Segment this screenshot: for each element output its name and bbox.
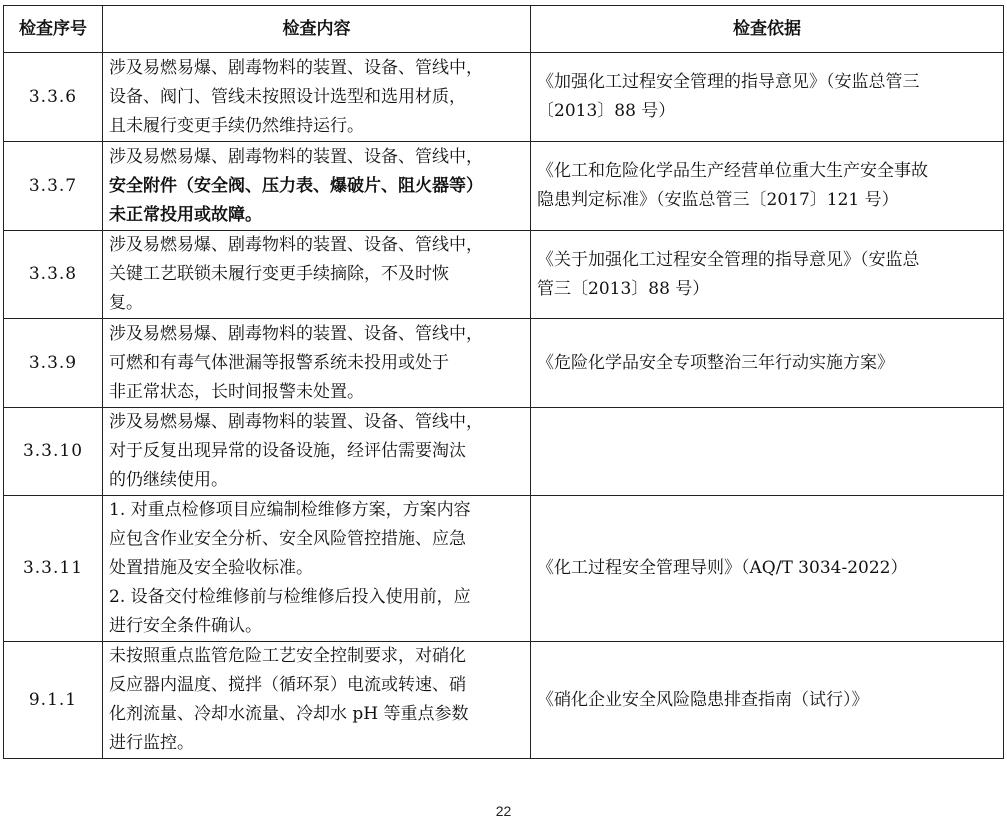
basis-line: 《加强化工过程安全管理的指导意见》（安监总管三	[537, 72, 920, 92]
row-number: 3.3.6	[4, 53, 103, 142]
content-line: 反应器内温度、搅拌（循环泵）电流或转速、硝	[109, 675, 466, 695]
basis-line: 《危险化学品安全专项整治三年行动实施方案》	[537, 352, 894, 373]
content-line: 处置措施及安全验收标准。	[109, 558, 313, 578]
content-line: 非正常状态，长时间报警未处置。	[109, 381, 364, 402]
basis-line: 《关于加强化工过程安全管理的指导意见》（安监总	[537, 249, 920, 270]
row-content	[103, 53, 531, 142]
table-row	[4, 408, 1004, 496]
header-basis: 检查依据	[531, 6, 1004, 53]
row-basis	[531, 231, 1004, 319]
table-row	[4, 496, 1004, 642]
content-line: 未按照重点监管危险工艺安全控制要求，对硝化	[109, 646, 466, 666]
basis-line: 《硝化企业安全风险隐患排查指南（试行）》	[537, 689, 869, 710]
row-basis	[531, 642, 1004, 759]
row-content	[103, 496, 531, 642]
basis-line: 隐患判定标准》（安监总管三〔2017〕121 号）	[537, 190, 899, 210]
content-line: 且未履行变更手续仍然维持运行。	[109, 115, 364, 136]
content-line: 涉及易燃易爆、剧毒物料的装置、设备、管线中，	[109, 235, 483, 255]
content-line: 复。	[109, 293, 143, 313]
row-content	[103, 142, 531, 231]
row-content	[103, 231, 531, 319]
content-line: 涉及易燃易爆、剧毒物料的装置、设备、管线中，	[109, 412, 483, 432]
content-line: 对于反复出现异常的设备设施，经评估需要淘汰	[109, 441, 466, 461]
inspection-table	[3, 5, 1004, 759]
row-number: 9.1.1	[4, 642, 103, 759]
basis-line: 〔2013〕88 号）	[537, 101, 676, 121]
row-content	[103, 319, 531, 408]
row-basis	[531, 142, 1004, 231]
content-line: 化剂流量、冷却水流量、冷却水 pH 等重点参数	[109, 704, 469, 724]
content-line: 涉及易燃易爆、剧毒物料的装置、设备、管线中，	[109, 57, 483, 78]
header-number: 检查序号	[4, 6, 103, 53]
basis-line: 《化工过程安全管理导则》（AQ/T 3034-2022）	[537, 558, 908, 578]
table-row	[4, 319, 1004, 408]
row-basis	[531, 496, 1004, 642]
content-line: 的仍继续使用。	[109, 470, 228, 490]
content-line: 设备、阀门、管线未按照设计选型和选用材质，	[109, 86, 466, 107]
table-header-row	[4, 6, 1004, 53]
row-basis	[531, 53, 1004, 142]
row-content	[103, 642, 531, 759]
content-line: 进行安全条件确认。	[109, 616, 262, 636]
row-basis	[531, 319, 1004, 408]
content-line: 进行监控。	[109, 733, 194, 753]
row-number: 3.3.8	[4, 231, 103, 319]
content-line: 涉及易燃易爆、剧毒物料的装置、设备、管线中，	[109, 323, 483, 344]
content-line: 关键工艺联锁未履行变更手续摘除，不及时恢	[109, 264, 449, 284]
header-content: 检查内容	[103, 6, 531, 53]
table-row	[4, 53, 1004, 142]
basis-line: 管三〔2013〕88 号）	[537, 278, 710, 299]
row-number: 3.3.11	[4, 496, 103, 642]
content-line-bold: 未正常投用或故障。	[109, 204, 262, 225]
page-number: 22	[495, 803, 512, 819]
content-line: 1. 对重点检修项目应编制检维修方案，方案内容	[109, 500, 471, 520]
row-content	[103, 408, 531, 496]
content-line: 2. 设备交付检维修前与检维修后投入使用前，应	[109, 587, 471, 607]
row-basis-empty	[531, 408, 1004, 496]
content-line-bold: 安全附件（安全阀、压力表、爆破片、阻火器等）	[109, 175, 483, 196]
basis-line: 《化工和危险化学品生产经营单位重大生产安全事故	[537, 161, 928, 181]
content-line: 涉及易燃易爆、剧毒物料的装置、设备、管线中，	[109, 146, 483, 167]
content-line: 可燃和有毒气体泄漏等报警系统未投用或处于	[109, 352, 449, 373]
table-row	[4, 642, 1004, 759]
row-number: 3.3.9	[4, 319, 103, 408]
row-number: 3.3.10	[4, 408, 103, 496]
row-number: 3.3.7	[4, 142, 103, 231]
content-line: 应包含作业安全分析、安全风险管控措施、应急	[109, 529, 466, 549]
table-row	[4, 142, 1004, 231]
table-row	[4, 231, 1004, 319]
